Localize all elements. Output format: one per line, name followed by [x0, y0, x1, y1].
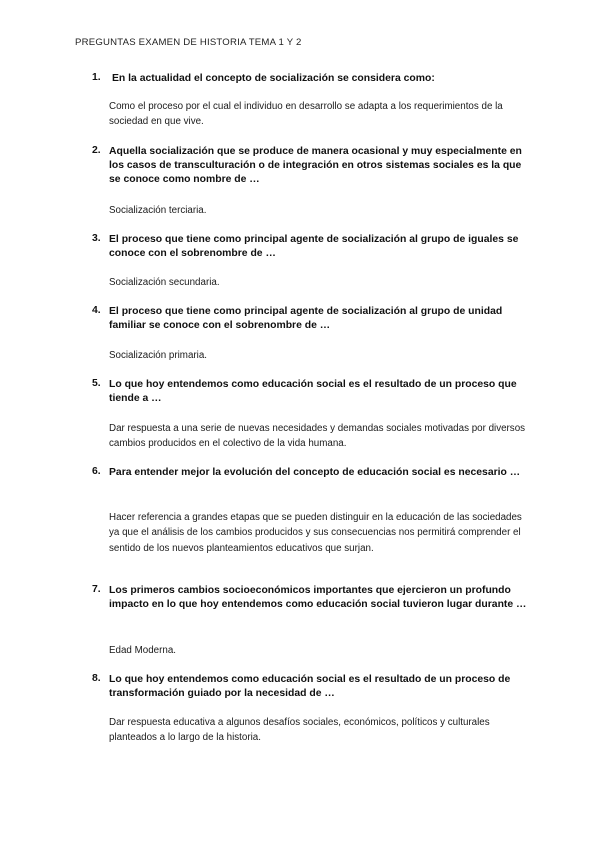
question-number: 1.	[92, 72, 101, 83]
question-text: En la actualidad el concepto de socialización se considera como:	[112, 73, 435, 84]
question-number: 5.	[92, 378, 101, 389]
answer-text: Como el proceso por el cual el individuo en desarrollo se adapta a los requerimientos de la sociedad en que vive.	[109, 101, 503, 128]
answer-text: Socialización primaria.	[109, 350, 208, 361]
question-text: Lo que hoy entendemos como educación social es el resultado de un proceso de transformación guiado por la necesidad de …	[109, 674, 511, 700]
question-number: 8.	[92, 673, 101, 684]
question-number: 2.	[92, 145, 101, 156]
question-number: 7.	[92, 584, 101, 595]
question-text: Los primeros cambios socioeconómicos importantes que ejercieron un profundo impacto en lo que hoy entendemos como educación social tuvieron lugar durante …	[109, 585, 527, 611]
question-number: 6.	[92, 466, 101, 477]
answer-text: Socialización terciaria.	[109, 205, 207, 216]
answer-text: Socialización secundaria.	[109, 277, 220, 288]
answer-text: Edad Moderna.	[109, 645, 176, 656]
document-header: PREGUNTAS EXAMEN DE HISTORIA TEMA 1 Y 2	[75, 37, 302, 48]
question-text: El proceso que tiene como principal agente de socialización al grupo de iguales se conoce con el sobrenombre de …	[109, 234, 519, 260]
question-text: Para entender mejor la evolución del concepto de educación social es necesario …	[109, 467, 521, 478]
question-text: El proceso que tiene como principal agente de socialización al grupo de unidad familiar se conoce con el sobrenombre de …	[109, 306, 503, 332]
answer-text: Dar respuesta educativa a algunos desafíos sociales, económicos, políticos y culturales planteados a lo largo de la historia.	[109, 717, 490, 744]
question-number: 4.	[92, 305, 101, 316]
answer-text: Hacer referencia a grandes etapas que se pueden distinguir en la educación de las sociedades ya que el análisis de los cambios producidos y sus consecuencias nos permitirá comprender el sentido de los nuevos planteamientos educativos que surjan.	[109, 512, 522, 554]
question-text: Lo que hoy entendemos como educación social es el resultado de un proceso que tiende a …	[109, 379, 517, 405]
question-number: 3.	[92, 233, 101, 244]
answer-text: Dar respuesta a una serie de nuevas necesidades y demandas sociales motivadas por diversos cambios producidos en el colectivo de la vida humana.	[109, 423, 526, 450]
question-text: Aquella socialización que se produce de manera ocasional y muy especialmente en los casos de transculturación o de integración en otros sistemas sociales es la que se conoce como nombre de …	[109, 146, 522, 186]
